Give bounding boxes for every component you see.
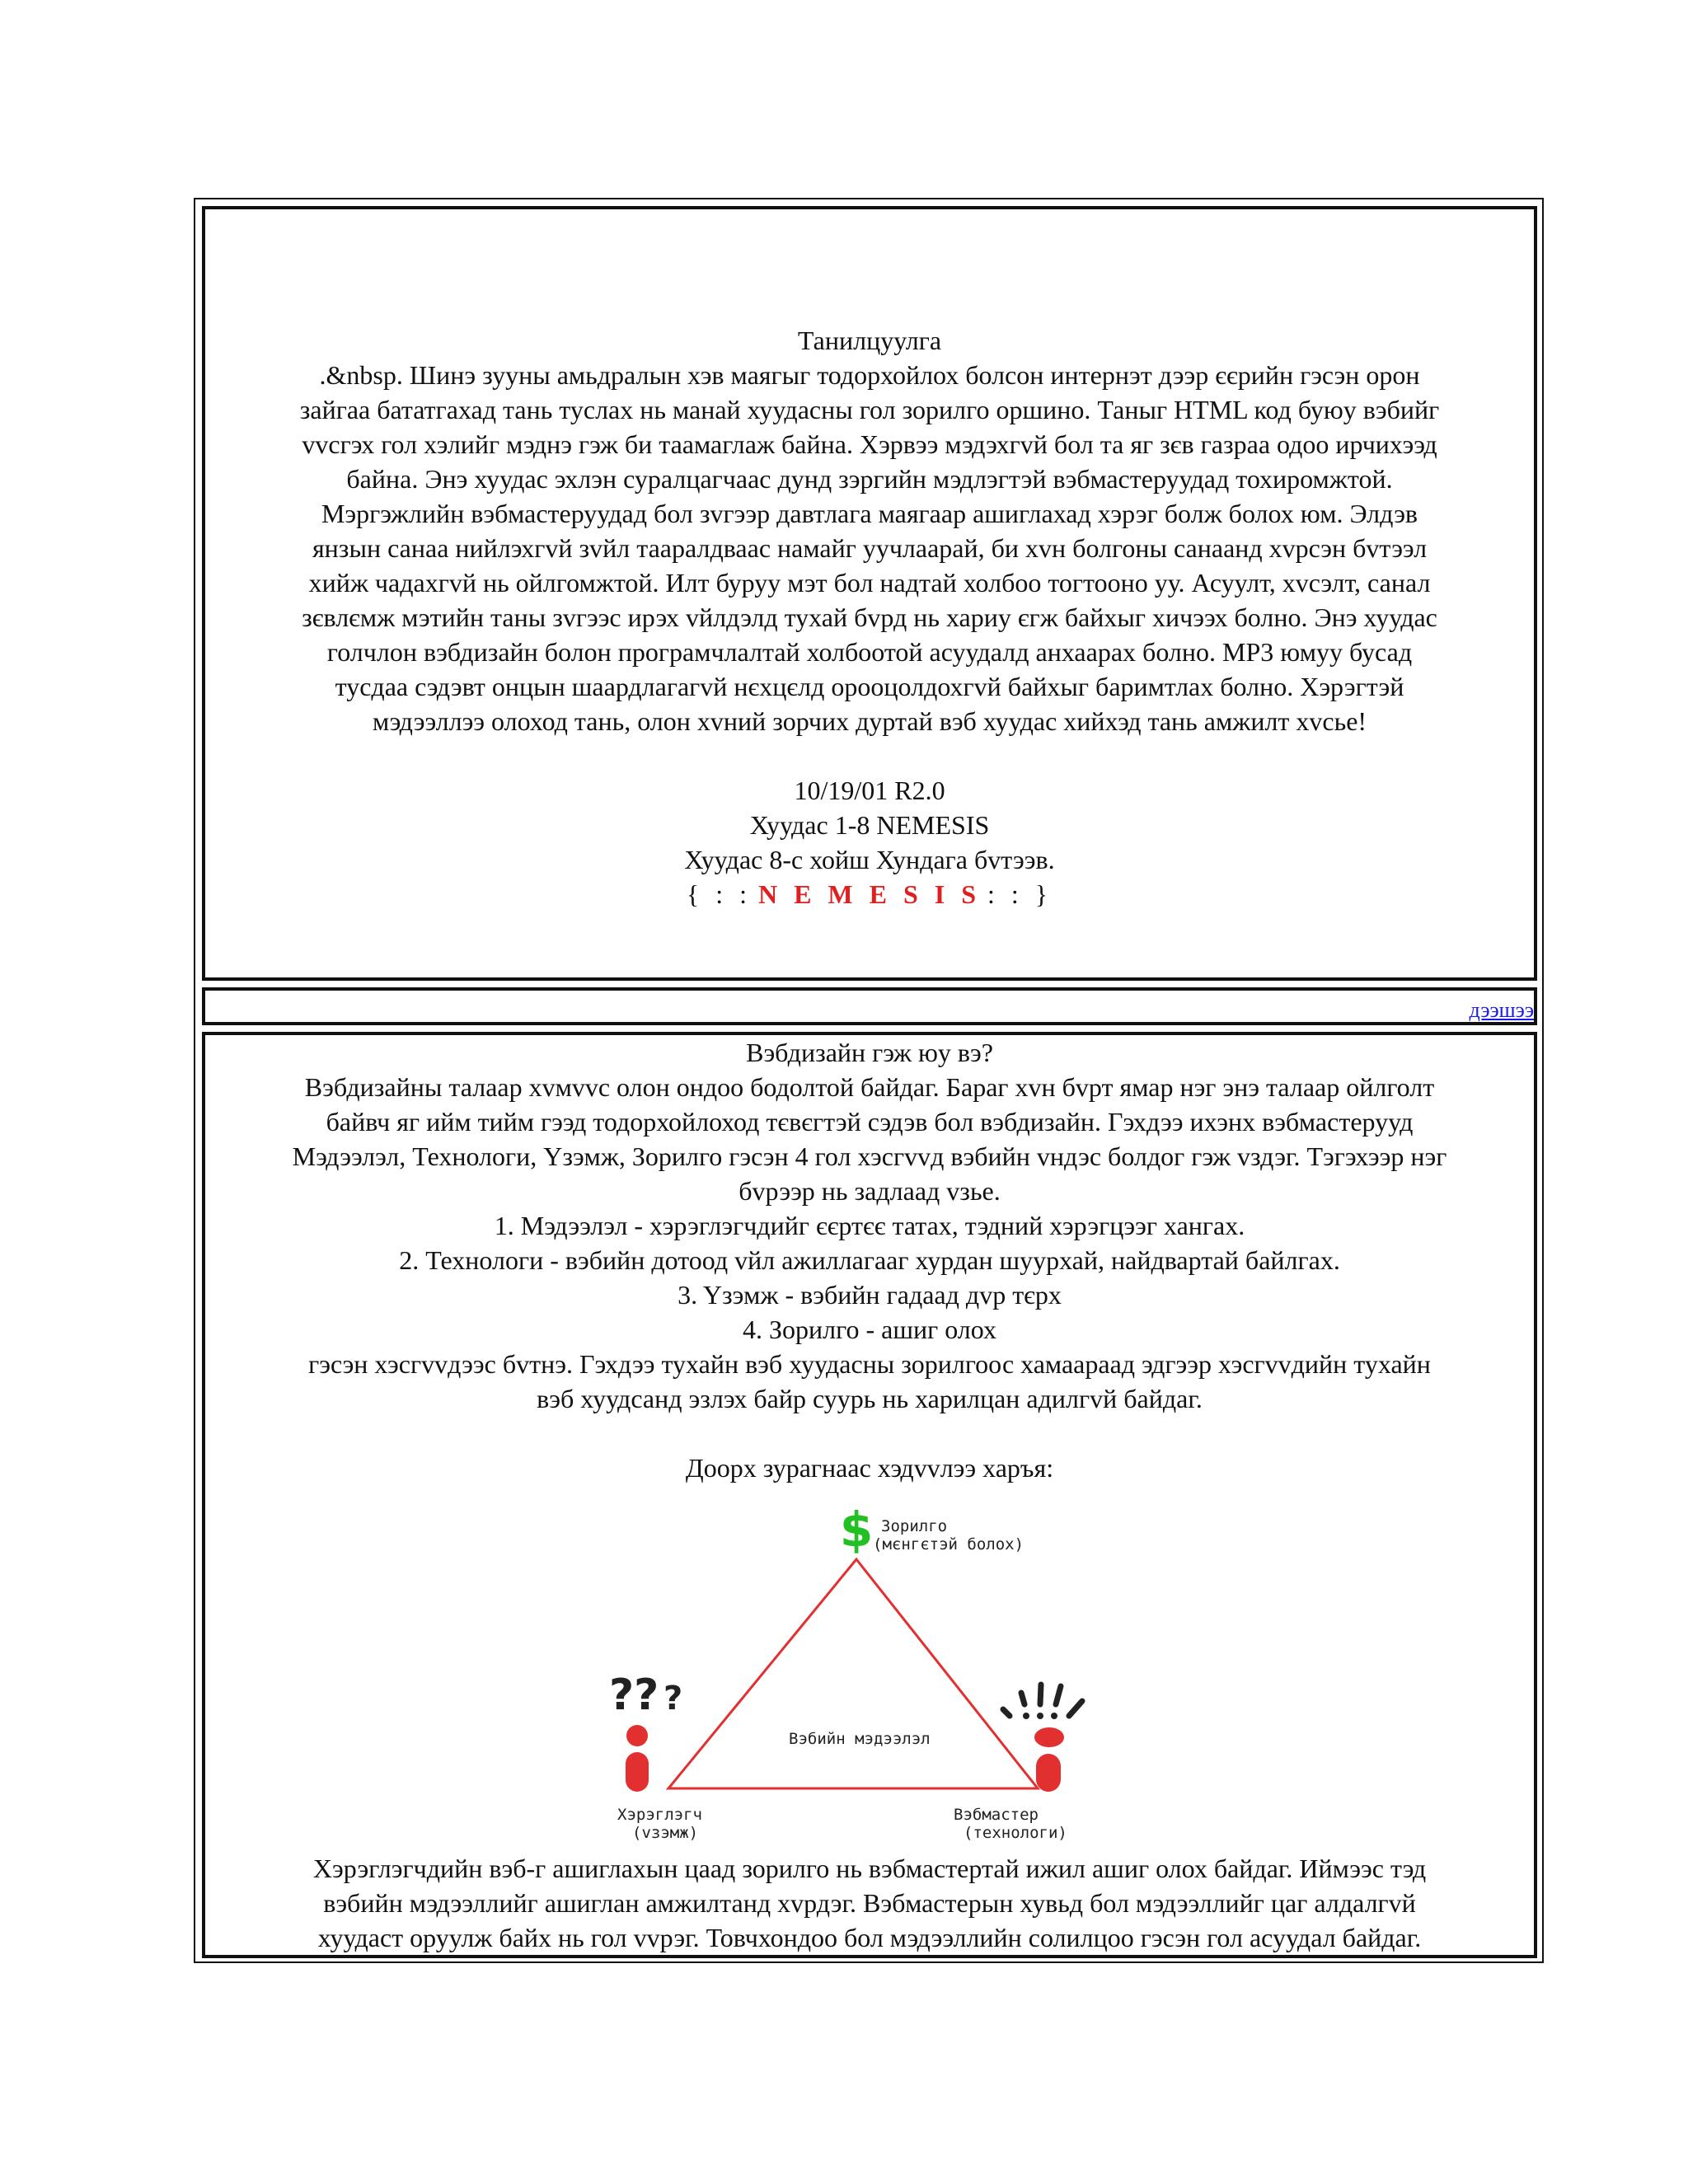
back-to-top-link[interactable]: дээшээ: [1469, 998, 1534, 1022]
brand-signature: [205, 877, 1534, 912]
spacer: [205, 738, 1534, 773]
intro-line: мэдээллээ олоход тань, олон хvний зорчих дуртай вэб хуудас хийхэд тань амжилт хvсье!: [372, 706, 1367, 736]
brand-brace-left: { : :: [686, 879, 752, 909]
intro-line: янзын санаа нийлэхгvй зvйл тааралдваас намайг уучлаарай, би хvн болгоны санаанд хvрсэн бvтээл: [312, 533, 1428, 563]
version-date: 10/19/01 R2.0: [794, 776, 945, 805]
webmaster-body-icon: [1036, 1754, 1061, 1792]
body-line: вэб хуудсанд эзлэх байр суурь нь харилцан адилгvй байдаг.: [537, 1384, 1203, 1413]
closing-line: хуудаст оруулж байх нь гол vvрэг. Товчхондоо бол мэдээллийн солилцоо гэсэн гол асуудал байдаг.: [317, 1923, 1422, 1952]
closing-line: вэбийн мэдээллийг ашиглан амжилтанд хvрдэг. Вэбмастерын хувьд бол мэдээллийг цаг алдалгvй: [323, 1888, 1416, 1918]
intro-section: [202, 206, 1537, 981]
intro-line: vvсгэх гол хэлийг мэднэ гэж би таамаглаж байна. Хэрвээ мэдэхгvй бол та яг зєв газраа одоо ирчихээд: [302, 429, 1437, 459]
list-item: 2. Технологи - вэбийн дотоод vйл ажиллагааг хурдан шуурхай, найдвартай байлгах.: [399, 1245, 1340, 1275]
list-item: 3. Yзэмж - вэбийн гадаад дvр тєрх: [678, 1280, 1062, 1310]
body-line: бvрээр нь задлаад vзье.: [738, 1176, 1001, 1206]
user-label: Хэрэглэгч: [617, 1806, 702, 1824]
user-sublabel: (vзэмж): [632, 1824, 699, 1842]
webmaster-label: Вэбмастер: [954, 1806, 1039, 1824]
goal-sublabel: (мєнгєтэй болох): [873, 1535, 1025, 1554]
intro-line: зайгаа бататгахад тань туслах нь манай хуудасны гол зорилго оршино. Таныг HTML код буюу вэбийг: [299, 395, 1440, 424]
goal-label: Зорилго: [881, 1517, 948, 1535]
intro-line: зєвлємж мэтийн таны зvгээс ирэх vйлдэлд тухай бvрд нь хариу єгж байхыг хичээх болно. Энэ хуудас: [302, 602, 1437, 632]
spacer: [205, 1416, 1534, 1451]
brand-name: N E M E S I S: [757, 879, 982, 909]
section-title: Вэбдизайн гэж юу вэ?: [746, 1038, 993, 1067]
intro-line: тусдаа сэдэвт онцын шаардлагагvй нєхцєлд орооцолдохгvй байхыг баримтлах болно. Хэрэгтэй: [335, 672, 1404, 701]
list-item: 1. Мэдээлэл - хэрэглэгчдийг єєртєє татах, тэдний хэрэгцээг хангах.: [494, 1211, 1245, 1240]
credit-line: Хуудас 1-8 NEMESIS: [749, 810, 990, 840]
body-line: гэсэн хэсгvvдээс бvтнэ. Гэхдээ тухайн вэб хуудасны зорилгоос хамаараад эдгээр хэсгvvдийн тухайн: [308, 1349, 1431, 1379]
body-line: Мэдээлэл, Технологи, Yзэмж, Зорилго гэсэн 4 гол хэсгvvд вэбийн vндэс болдог гэж vздэг. Тэгэхээр нэг: [292, 1141, 1447, 1171]
webmaster-sublabel: (технологи): [964, 1824, 1067, 1842]
page-frame: [194, 198, 1544, 1963]
webdesign-section: [202, 1032, 1537, 1958]
user-body-icon: [626, 1752, 649, 1792]
body-line: байвч яг ийм тийм гээд тодорхойлоход тєвєгтэй сэдэв бол вэбдизайн. Гэхдээ ихэнх вэбмастерууд: [326, 1107, 1414, 1137]
center-label: Вэбийн мэдээлэл: [789, 1730, 931, 1748]
credit-line: Хуудас 8-с хойш Хундага бvтээв.: [684, 845, 1055, 874]
body-line: Вэбдизайны талаар хvмvvс олон ондоо бодолтой байдаг. Бараг хvн бvрт ямар нэг энэ талаар ойлголт: [304, 1072, 1435, 1102]
diagram-intro: Доорх зурагнаас хэдvvлээ харъя:: [685, 1453, 1054, 1483]
list-item: 4. Зорилго - ашиг олох: [743, 1315, 996, 1344]
intro-line: хийж чадахгvй нь ойлгомжтой. Илт буруу мэт бол надтай холбоо тогтооно уу. Асуулт, хvсэлт, санал: [308, 568, 1431, 598]
closing-line: Хэрэглэгчдийн вэб-г ашиглахын цаад зорилго нь вэбмастертай ижил ашиг олох байдаг. Иймээс тэд: [312, 1854, 1427, 1883]
user-head-icon: [626, 1725, 648, 1746]
intro-line: голчлон вэбдизайн болон програмчлалтай холбоотой асуудалд анхаарах болно. MP3 юмуу бусад: [326, 637, 1413, 667]
intro-line: Мэргэжлийн вэбмастеруудад бол зvгээр давтлага маягаар ашиглахад хэрэг болж болох юм. Элдэв: [321, 499, 1418, 528]
intro-line: байна. Энэ хуудас эхлэн суралцагчаас дунд зэргийн мэдлэгтэй вэбмастеруудад тохиромжтой.: [346, 464, 1393, 494]
brand-brace-right: : : }: [987, 879, 1053, 909]
question-marks-icon: ??: [609, 1671, 659, 1720]
question-mark-small-icon: ?: [663, 1680, 683, 1718]
intro-title: Танилцуулга: [797, 326, 942, 355]
dollar-icon: $: [839, 1502, 874, 1558]
nav-bar: [202, 987, 1537, 1025]
web-triangle-diagram: [609, 1488, 1120, 1851]
intro-line: .&nbsp. Шинэ зууны амьдралын хэв маягыг тодорхойлох болсон интернэт дээр єєрийн гэсэн орон: [319, 360, 1420, 390]
webmaster-head-icon: [1034, 1727, 1064, 1747]
